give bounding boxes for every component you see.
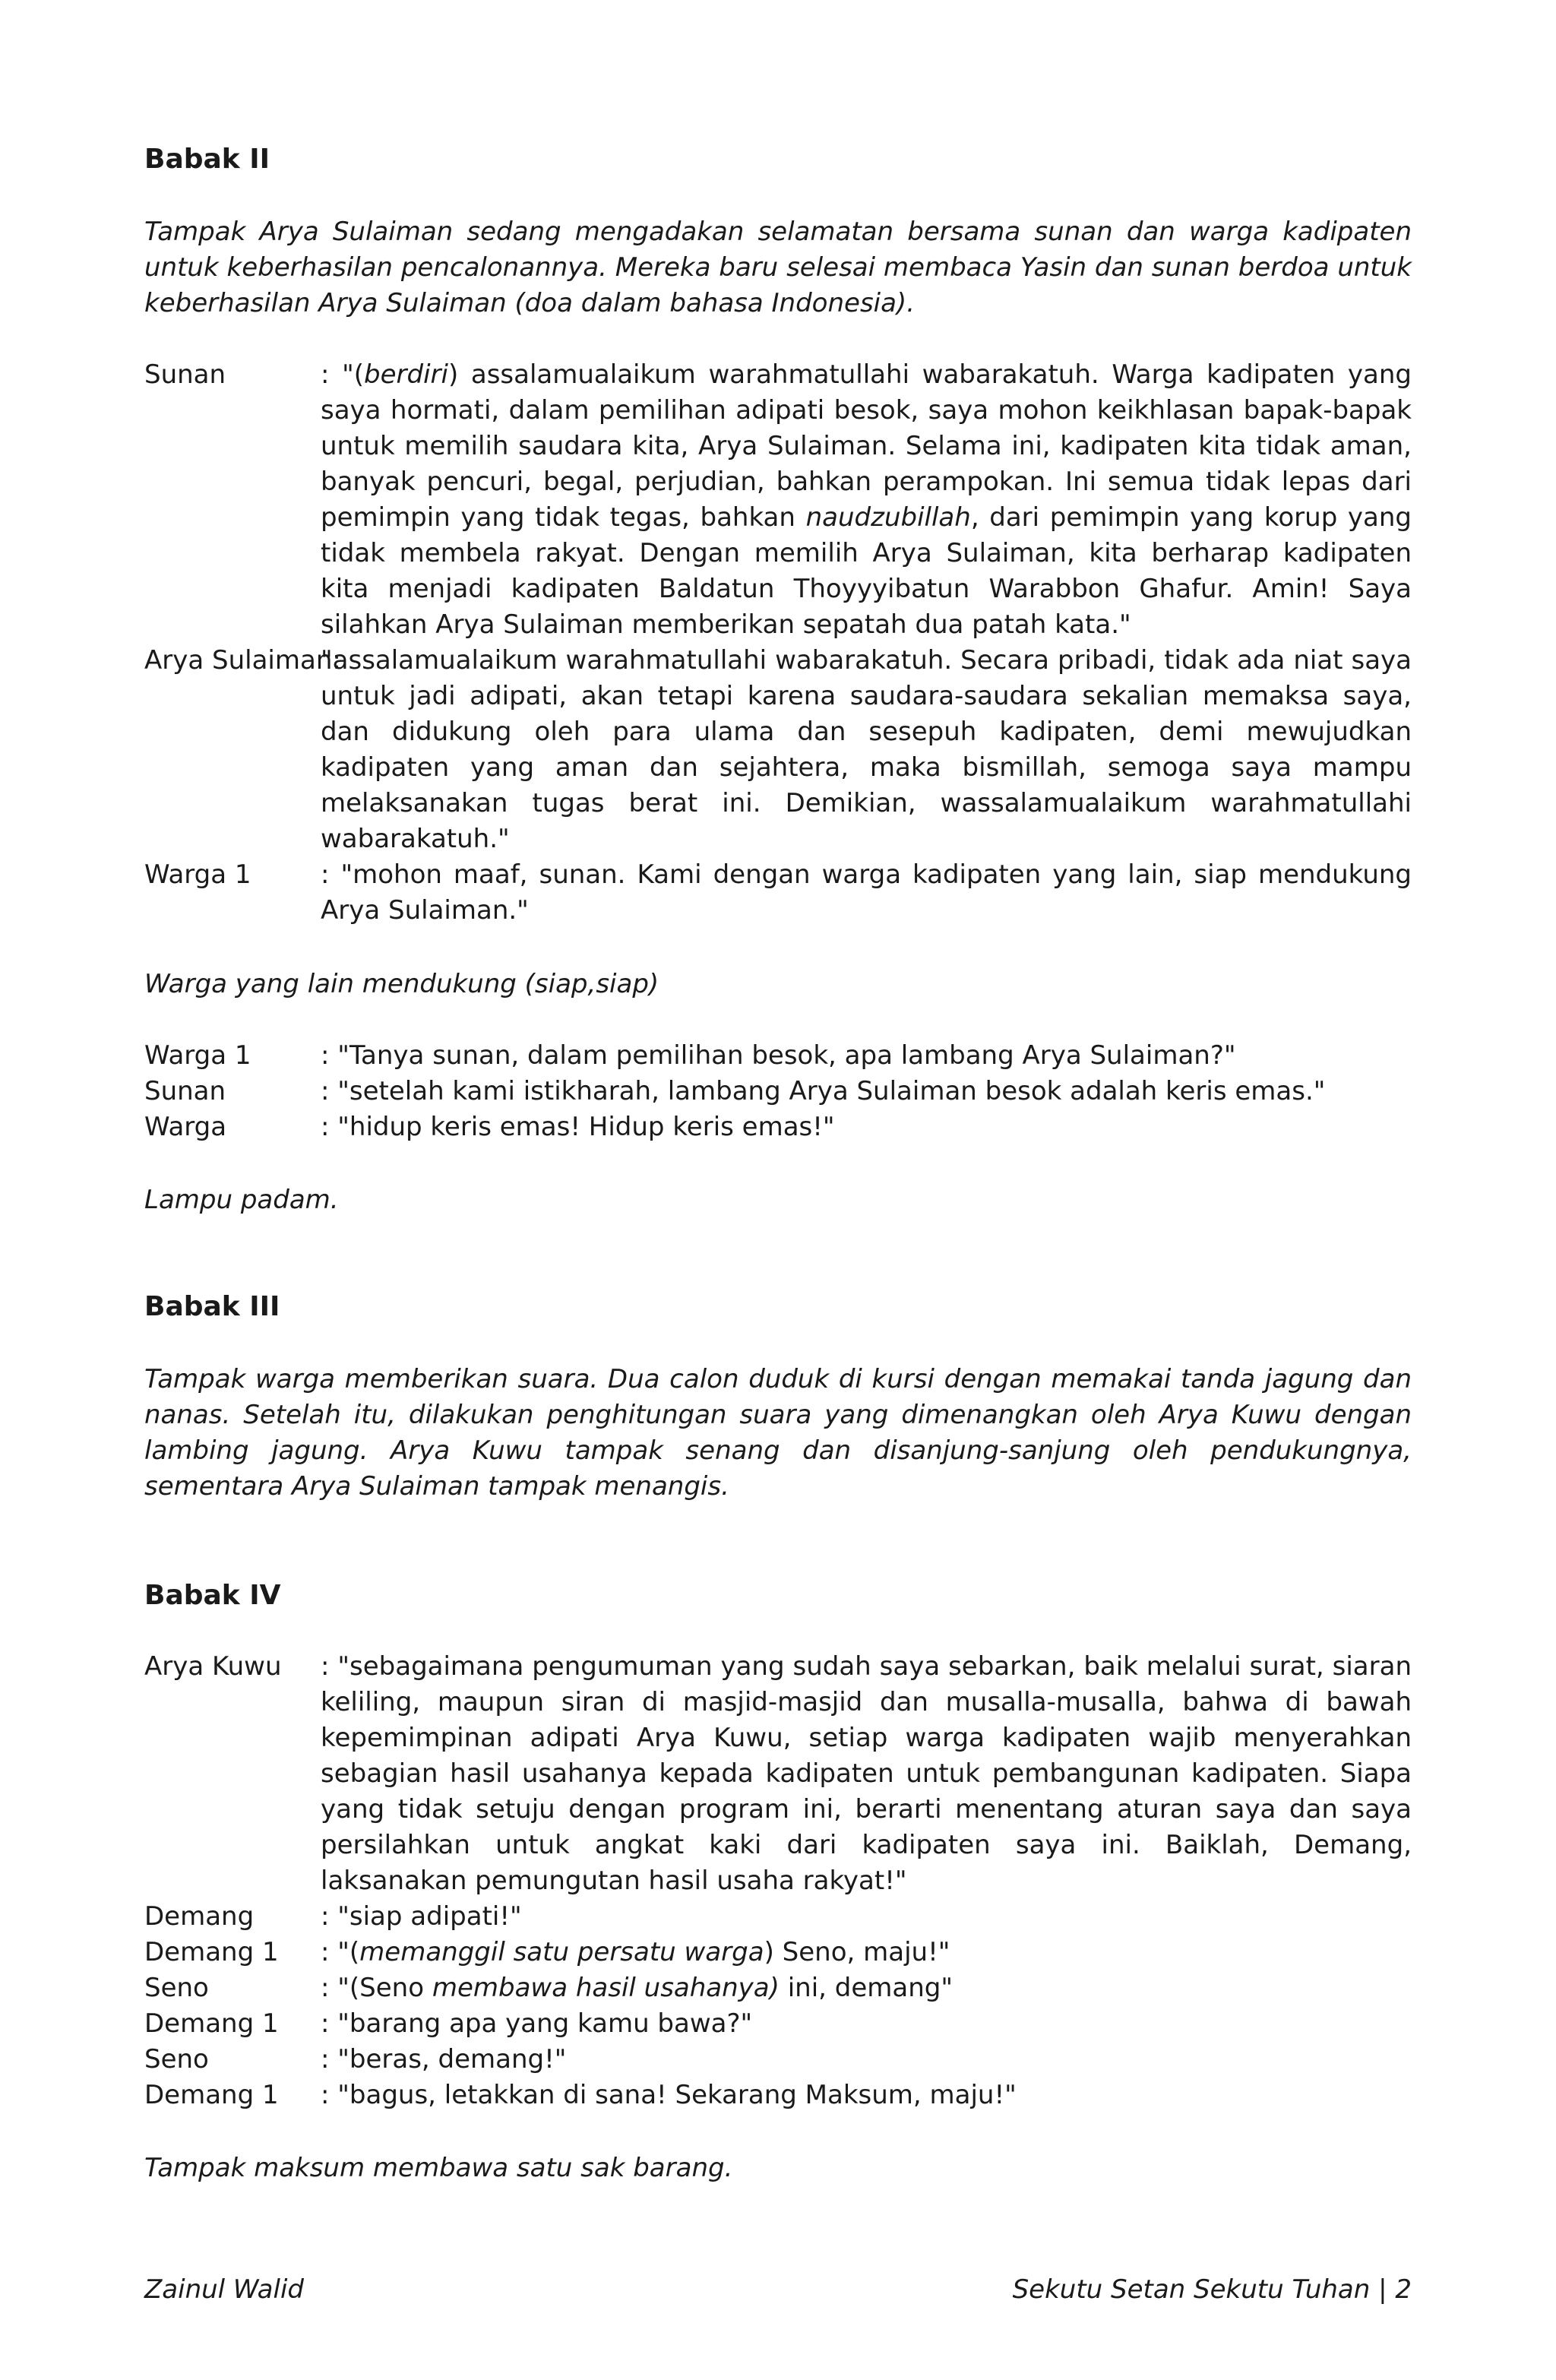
- speaker-name: Seno: [144, 2044, 209, 2075]
- dialogue-text: : "Tanya sunan, dalam pemilihan besok, apa lambang Arya Sulaiman?": [321, 1040, 1236, 1071]
- babak-3-heading: Babak III: [144, 1291, 280, 1322]
- dialogue-line: [144, 1649, 1412, 1899]
- dialogue-line: [144, 857, 1412, 929]
- babak-3-intro: Tampak warga memberikan suara. Dua calon duduk di kursi dengan memakai tanda jagung dan nanas. Setelah itu, dilakukan penghitungan suara yang dimenangkan oleh Arya Kuwu dengan lambing jagung. Arya Kuwu tampak senang dan disanjung-sanjung oleh pendukungnya, sementara Arya Sulaiman tampak menangis.: [144, 1364, 1412, 1502]
- babak-2-dialogue: [144, 357, 1412, 929]
- dialogue-line: [144, 2078, 1412, 2113]
- dialogue-text: : "bagus, letakkan di sana! Sekarang Maksum, maju!": [321, 2080, 1017, 2110]
- dialogue-text: : "(memanggil satu persatu warga) Seno, maju!": [321, 1937, 950, 1967]
- speaker-name: Seno: [144, 1973, 209, 2003]
- dialogue-text: : "beras, demang!": [321, 2044, 567, 2075]
- dialogue-line: [144, 1935, 1412, 1970]
- speaker-name: Warga 1: [144, 1040, 251, 1071]
- babak-2-heading: Babak II: [144, 144, 270, 175]
- speaker-name: Arya Kuwu: [144, 1651, 282, 1682]
- speaker-name: Arya Sulaiman:: [144, 645, 341, 676]
- dialogue-line: [144, 2006, 1412, 2042]
- babak-2-stage-direction: Warga yang lain mendukung (siap,siap): [144, 969, 659, 999]
- dialogue-text: : "mohon maaf, sunan. Kami dengan warga kadipaten yang lain, siap mendukung Arya Sulaiman.": [321, 859, 1412, 926]
- dialogue-text: "assalamualaikum warahmatullahi wabarakatuh. Secara pribadi, tidak ada niat saya untuk jadi adipati, akan tetapi karena saudara-saudara sekalian memaksa saya, dan didukung oleh para ulama dan sesepuh kadipaten, demi mewujudkan kadipaten yang aman dan sejahtera, maka bismillah, semoga saya mampu melaksanakan tugas berat ini. Demikian, wassalamualaikum warahmatullahi wabarakatuh.": [321, 645, 1412, 854]
- speaker-name: Demang 1: [144, 2008, 279, 2039]
- babak-2-dialogue-2: [144, 1038, 1412, 1145]
- speaker-name: Sunan: [144, 1076, 226, 1106]
- dialogue-text: : "(Seno membawa hasil usahanya) ini, demang": [321, 1973, 953, 2003]
- dialogue-line: [144, 1074, 1412, 1109]
- speaker-name: Demang: [144, 1901, 255, 1932]
- page-footer: [144, 2272, 1412, 2308]
- dialogue-line: [144, 2042, 1412, 2078]
- speaker-name: Demang 1: [144, 2080, 279, 2110]
- dialogue-text: : "siap adipati!": [321, 1901, 522, 1932]
- dialogue-text: : "barang apa yang kamu bawa?": [321, 2008, 753, 2039]
- speaker-name: Sunan: [144, 359, 226, 390]
- dialogue-line: [144, 357, 1412, 643]
- footer-title-page: Sekutu Setan Sekutu Tuhan | 2: [1012, 2274, 1412, 2305]
- dialogue-text: : "(berdiri) assalamualaikum warahmatullahi wabarakatuh. Warga kadipaten yang saya hormati, dalam pemilihan adipati besok, saya mohon keikhlasan bapak-bapak untuk memilih saudara kita, Arya Sulaiman. Selama ini, kadipaten kita tidak aman, banyak pencuri, begal, perjudian, bahkan perampokan. Ini semua tidak lepas dari pemimpin yang tidak tegas, bahkan naudzubillah, dari pemimpin yang korup yang tidak membela rakyat. Dengan memilih Arya Sulaiman, kita berharap kadipaten kita menjadi kadipaten Baldatun Thoyyyibatun Warabbon Ghafur. Amin! Saya silahkan Arya Sulaiman memberikan sepatah dua patah kata.": [321, 359, 1412, 640]
- dialogue-text: : "setelah kami istikharah, lambang Arya Sulaiman besok adalah keris emas.": [321, 1076, 1326, 1106]
- footer-author: Zainul Walid: [144, 2274, 304, 2305]
- dialogue-line: [144, 1109, 1412, 1145]
- speaker-name: Warga 1: [144, 859, 251, 890]
- dialogue-line: [144, 643, 1412, 857]
- dialogue-line: [144, 1970, 1412, 2006]
- dialogue-text: : "hidup keris emas! Hidup keris emas!": [321, 1112, 835, 1142]
- babak-4-stage-direction: Tampak maksum membawa satu sak barang.: [144, 2153, 733, 2183]
- speaker-name: Warga: [144, 1112, 227, 1142]
- babak-4-heading: Babak IV: [144, 1580, 281, 1611]
- dialogue-text: : "sebagaimana pengumuman yang sudah saya sebarkan, baik melalui surat, siaran keliling, maupun siran di masjid-masjid dan musalla-musalla, bahwa di bawah kepemimpinan adipati Arya Kuwu, setiap warga kadipaten wajib menyerahkan sebagian hasil usahanya kepada kadipaten untuk pembangunan kadipaten. Siapa yang tidak setuju dengan program ini, berarti menentang aturan saya dan saya persilahkan untuk angkat kaki dari kadipaten saya ini. Baiklah, Demang, laksanakan pemungutan hasil usaha rakyat!": [321, 1651, 1412, 1896]
- babak-2-intro: Tampak Arya Sulaiman sedang mengadakan selamatan bersama sunan dan warga kadipaten untuk keberhasilan pencalonannya. Mereka baru selesai membaca Yasin dan sunan berdoa untuk keberhasilan Arya Sulaiman (doa dalam bahasa Indonesia).: [144, 217, 1412, 318]
- speaker-name: Demang 1: [144, 1937, 279, 1967]
- dialogue-line: [144, 1899, 1412, 1935]
- dialogue-line: [144, 1038, 1412, 1074]
- babak-4-dialogue: [144, 1649, 1412, 2113]
- babak-2-lights-out: Lampu padam.: [144, 1185, 339, 1215]
